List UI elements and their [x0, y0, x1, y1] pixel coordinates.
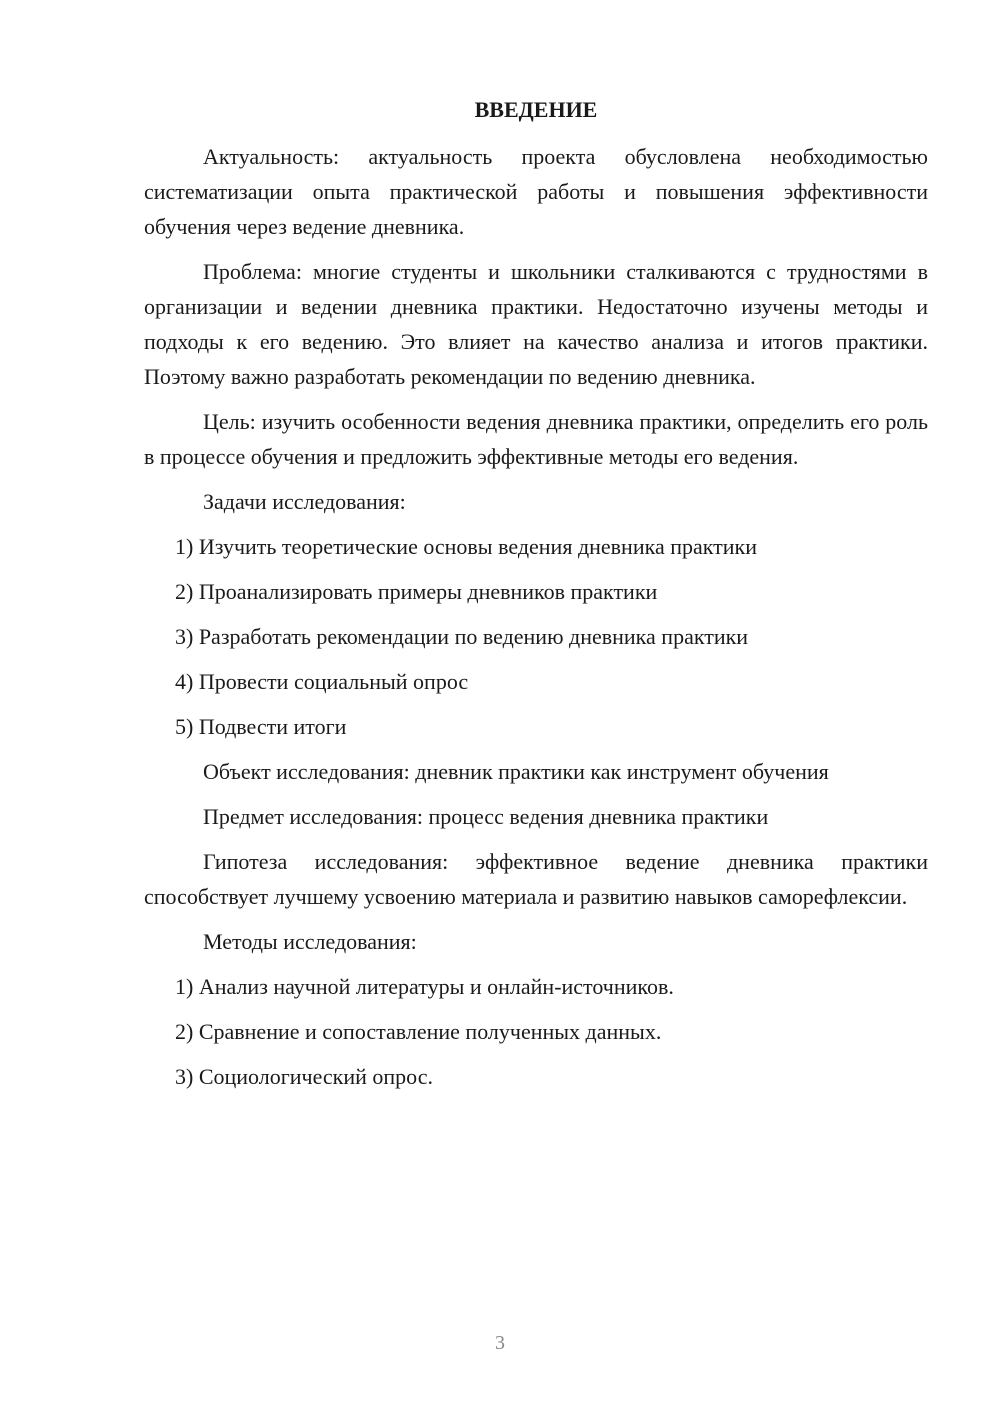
document-page [144, 92, 928, 1104]
page-number: 3 [495, 1332, 505, 1354]
hypothesis-paragraph: Гипотеза исследования: эффективное ведение дневника практики способствует лучшему усвоению материала и развитию навыков саморефлексии. [144, 849, 928, 909]
methods-list [144, 969, 928, 1094]
method-item: 3) Социологический опрос. [175, 1064, 433, 1089]
task-item: 4) Провести социальный опрос [175, 669, 469, 694]
method-item: 1) Анализ научной литературы и онлайн-источников. [175, 974, 674, 999]
subject-line: Предмет исследования: процесс ведения дневника практики [203, 804, 769, 829]
goal-paragraph: Цель: изучить особенности ведения дневника практики, определить его роль в процессе обучения и предложить эффективные методы его ведения. [144, 409, 928, 469]
object-line: Объект исследования: дневник практики как инструмент обучения [203, 759, 829, 784]
task-item: 1) Изучить теоретические основы ведения дневника практики [175, 534, 758, 559]
document-title: ВВЕДЕНИЕ [474, 97, 598, 122]
method-item: 2) Сравнение и сопоставление полученных данных. [175, 1019, 662, 1044]
tasks-heading: Задачи исследования: [203, 489, 406, 514]
task-item: 5) Подвести итоги [175, 714, 347, 739]
problem-paragraph: Проблема: многие студенты и школьники сталкиваются с трудностями в организации и ведении дневника практики. Недостаточно изучены методы и подходы к его ведению. Это влияет на качество анализа и итогов практики. Поэтому важно разработать рекомендации по ведению дневника. [144, 259, 928, 389]
tasks-list [144, 529, 928, 744]
methods-heading: Методы исследования: [203, 929, 417, 954]
task-item: 3) Разработать рекомендации по ведению дневника практики [175, 624, 749, 649]
relevance-paragraph: Актуальность: актуальность проекта обусловлена необходимостью систематизации опыта практической работы и повышения эффективности обучения через ведение дневника. [144, 144, 928, 239]
task-item: 2) Проанализировать примеры дневников практики [175, 579, 658, 604]
